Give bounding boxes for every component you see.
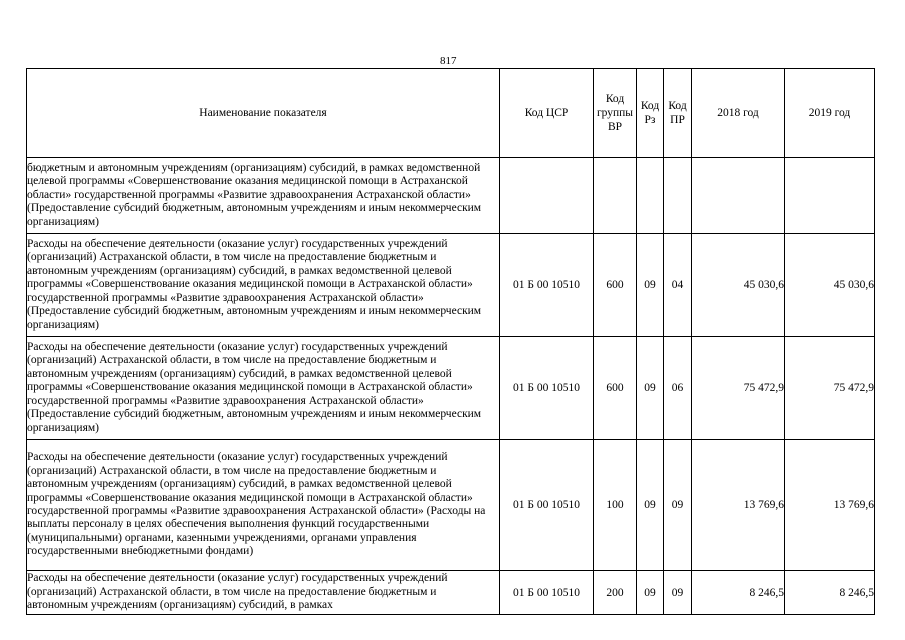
header-2018: 2018 год xyxy=(692,69,785,158)
row-2018: 75 472,9 xyxy=(692,337,785,440)
row-rz: 09 xyxy=(637,234,664,337)
header-csr: Код ЦСР xyxy=(500,69,594,158)
row-2019: 75 472,9 xyxy=(785,337,875,440)
header-name: Наименование показателя xyxy=(27,69,500,158)
row-pr: 04 xyxy=(664,234,692,337)
row-csr: 01 Б 00 10510 xyxy=(500,234,594,337)
table-row xyxy=(27,440,875,571)
budget-table xyxy=(26,68,875,615)
table-row xyxy=(27,337,875,440)
row-pr xyxy=(664,158,692,234)
row-2019: 45 030,6 xyxy=(785,234,875,337)
row-name: Расходы на обеспечение деятельности (оказание услуг) государственных учреждений (организаций) Астраханской области, в том числе на предоставление бюджетным и автономным учреждениям (организациям) субсидий, в рамках ведомственной целевой программы «Совершенствование оказания медицинской помощи в Астраханской области» государственной программы «Развитие здравоохранения Астраханской области» (Расходы на выплаты персоналу в целях обеспечения выполнения функций государственными (муниципальными) органами, казенными учреждениями, органами управления государственными внебюджетными фондами) xyxy=(27,440,500,571)
row-name: Расходы на обеспечение деятельности (оказание услуг) государственных учреждений (организаций) Астраханской области, в том числе на предоставление бюджетным и автономным учреждениям (организациям) субсидий, в рамках xyxy=(27,571,500,615)
row-vr: 200 xyxy=(594,571,637,615)
row-pr: 06 xyxy=(664,337,692,440)
row-2019: 13 769,6 xyxy=(785,440,875,571)
row-csr xyxy=(500,158,594,234)
row-rz: 09 xyxy=(637,337,664,440)
row-2018: 8 246,5 xyxy=(692,571,785,615)
row-pr: 09 xyxy=(664,571,692,615)
row-name: бюджетным и автономным учреждениям (организациям) субсидий, в рамках ведомственной целевой программы «Совершенствование оказания медицинской помощи в Астраханской области» государственной программы «Развитие здравоохранения Астраханской области» (Предоставление субсидий бюджетным, автономным учреждениям и иным некоммерческим организациям) xyxy=(27,158,500,234)
row-name: Расходы на обеспечение деятельности (оказание услуг) государственных учреждений (организаций) Астраханской области, в том числе на предоставление бюджетным и автономным учреждениям (организациям) субсидий, в рамках ведомственной целевой программы «Совершенствование оказания медицинской помощи в Астраханской области» государственной программы «Развитие здравоохранения Астраханской области» (Предоставление субсидий бюджетным, автономным учреждениям и иным некоммерческим организациям) xyxy=(27,337,500,440)
row-csr: 01 Б 00 10510 xyxy=(500,571,594,615)
header-pr: Код ПР xyxy=(664,69,692,158)
table-row xyxy=(27,234,875,337)
row-vr: 100 xyxy=(594,440,637,571)
row-2018: 45 030,6 xyxy=(692,234,785,337)
row-rz: 09 xyxy=(637,440,664,571)
header-2019: 2019 год xyxy=(785,69,875,158)
page-number: 817 xyxy=(440,55,457,67)
row-2019: 8 246,5 xyxy=(785,571,875,615)
table-row xyxy=(27,571,875,615)
row-vr xyxy=(594,158,637,234)
header-vr: Код группы ВР xyxy=(594,69,637,158)
table-header-row xyxy=(27,69,875,158)
row-pr: 09 xyxy=(664,440,692,571)
row-2018 xyxy=(692,158,785,234)
row-csr: 01 Б 00 10510 xyxy=(500,440,594,571)
row-vr: 600 xyxy=(594,234,637,337)
row-rz xyxy=(637,158,664,234)
row-vr: 600 xyxy=(594,337,637,440)
row-csr: 01 Б 00 10510 xyxy=(500,337,594,440)
row-rz: 09 xyxy=(637,571,664,615)
row-2019 xyxy=(785,158,875,234)
row-2018: 13 769,6 xyxy=(692,440,785,571)
header-rz: Код Рз xyxy=(637,69,664,158)
table-row xyxy=(27,158,875,234)
row-name: Расходы на обеспечение деятельности (оказание услуг) государственных учреждений (организаций) Астраханской области, в том числе на предоставление бюджетным и автономным учреждениям (организациям) субсидий, в рамках ведомственной целевой программы «Совершенствование оказания медицинской помощи в Астраханской области» государственной программы «Развитие здравоохранения Астраханской области» (Предоставление субсидий бюджетным, автономным учреждениям и иным некоммерческим организациям) xyxy=(27,234,500,337)
